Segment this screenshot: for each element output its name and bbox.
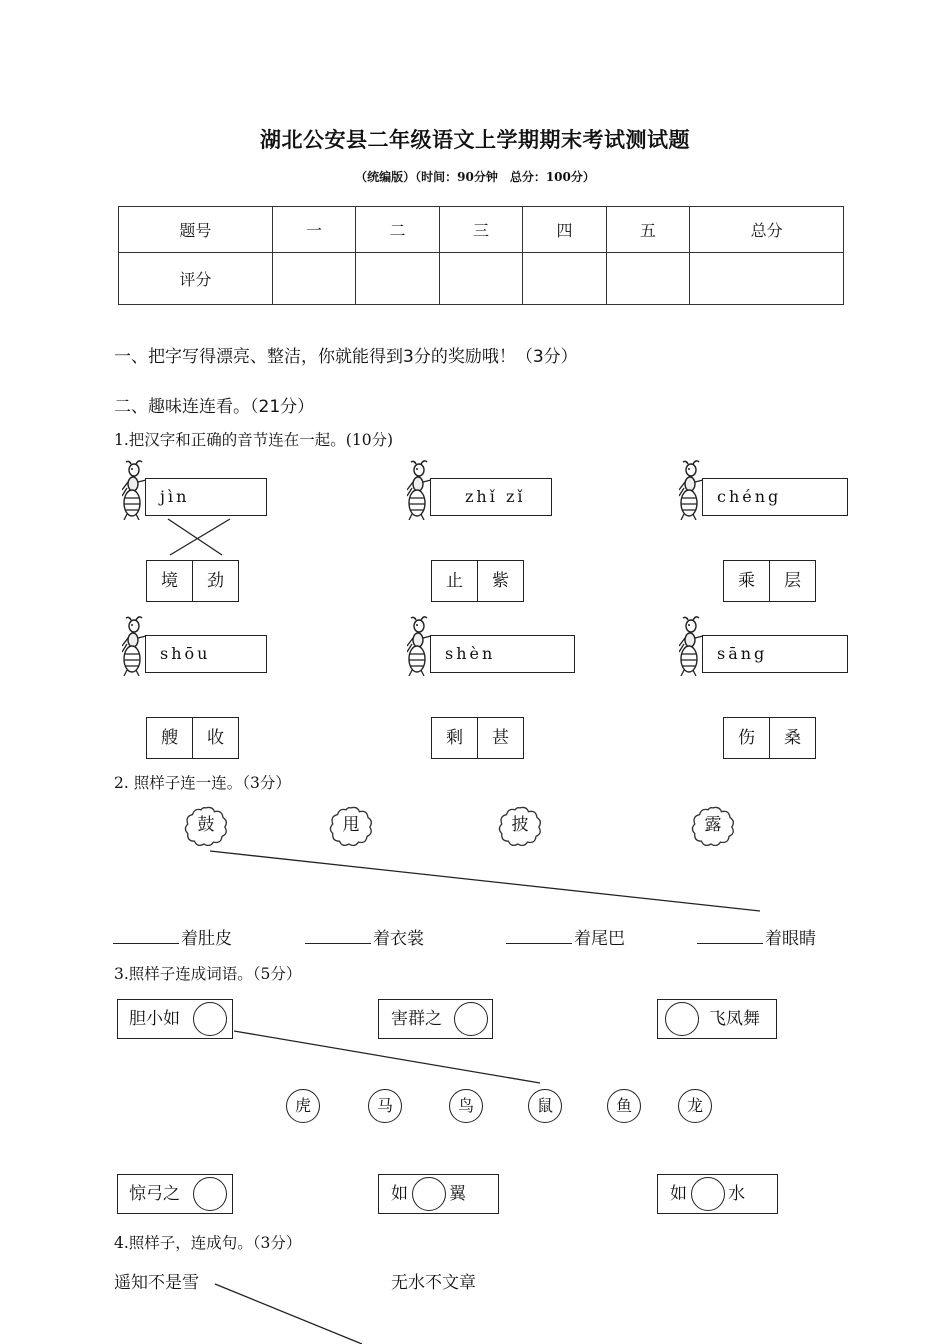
- score-table: [118, 206, 844, 305]
- character-option[interactable]: 剩: [432, 718, 478, 758]
- page-title: 湖北公安县二年级语文上学期期末考试测试题: [260, 128, 690, 152]
- animal-option[interactable]: 龙: [678, 1089, 712, 1123]
- score-header-cell: 五: [606, 207, 689, 253]
- question-2-text: 2. 照样子连一连。（3分）: [114, 774, 291, 792]
- character-option[interactable]: 层: [784, 571, 801, 591]
- answer-blank[interactable]: [506, 929, 572, 944]
- character-box: [723, 717, 816, 759]
- question-3-text: 3.照样子连成词语。（5分）: [114, 965, 302, 983]
- animal-option[interactable]: 鼠: [528, 1089, 562, 1123]
- verb-flower[interactable]: [690, 804, 736, 846]
- pinyin-box: zhǐ zǐ: [430, 478, 552, 516]
- answer-blank[interactable]: [697, 929, 763, 944]
- phrase-item: 着衣裳: [305, 924, 424, 949]
- answer-blank[interactable]: [305, 929, 371, 944]
- example-cross-lines: [160, 518, 240, 556]
- idiom-box: 胆小如: [117, 999, 233, 1039]
- character-option[interactable]: 乘: [724, 561, 770, 601]
- idiom-box: 如 水: [657, 1174, 778, 1214]
- character-box: [146, 717, 239, 759]
- score-cell: [606, 253, 689, 305]
- character-option[interactable]: 桑: [784, 728, 801, 748]
- answer-circle[interactable]: [665, 1002, 699, 1036]
- phrase-item: 着肚皮: [113, 924, 232, 949]
- animal-option[interactable]: 鸟: [449, 1089, 483, 1123]
- pinyin-box: sāng: [702, 635, 848, 673]
- idiom-box: 惊弓之: [117, 1174, 233, 1214]
- verb-char: 露: [704, 815, 722, 835]
- character-box: [431, 560, 524, 602]
- score-cell: [272, 253, 355, 305]
- sentence-left: 遥知不是雪: [114, 1273, 199, 1293]
- answer-circle[interactable]: [412, 1177, 446, 1211]
- phrase-item: 着眼睛: [697, 924, 816, 949]
- score-row-label: 评分: [119, 253, 273, 305]
- idiom-box: 害群之: [378, 999, 493, 1039]
- score-header-cell: 三: [439, 207, 522, 253]
- pinyin-box: shèn: [430, 635, 575, 673]
- character-option[interactable]: 伤: [724, 718, 770, 758]
- character-box: [723, 560, 816, 602]
- verb-char: 鼓: [197, 815, 215, 835]
- score-cell: [523, 253, 606, 305]
- section-1-heading: 一、把字写得漂亮、整洁，你就能得到3分的奖励哦！（3分）: [114, 347, 578, 367]
- verb-flower[interactable]: [328, 804, 374, 846]
- animal-option[interactable]: 马: [368, 1089, 402, 1123]
- score-header-cell: 四: [523, 207, 606, 253]
- verb-flower[interactable]: [497, 804, 543, 846]
- pinyin-box: chéng: [702, 478, 848, 516]
- animal-option[interactable]: 虎: [286, 1089, 320, 1123]
- character-box: [146, 560, 239, 602]
- page-subtitle: （统编版）（时间：90分钟 总分：100分）: [355, 170, 595, 184]
- character-option[interactable]: 收: [207, 728, 224, 748]
- verb-char: 披: [511, 815, 529, 835]
- question-4-text: 4.照样子，连成句。（3分）: [114, 1234, 302, 1252]
- score-header-cell: 题号: [119, 207, 273, 253]
- character-option[interactable]: 劲: [207, 571, 224, 591]
- pinyin-box: shōu: [145, 635, 267, 673]
- score-header-cell: 二: [356, 207, 439, 253]
- section-2-heading: 二、趣味连连看。（21分）: [114, 397, 315, 417]
- answer-circle[interactable]: [454, 1002, 488, 1036]
- answer-circle[interactable]: [193, 1002, 227, 1036]
- character-option[interactable]: 艘: [147, 718, 193, 758]
- character-option[interactable]: 境: [147, 561, 193, 601]
- character-option[interactable]: 止: [432, 561, 478, 601]
- score-cell: [690, 253, 844, 305]
- idiom-box: 飞凤舞: [657, 999, 777, 1039]
- idiom-box: 如 翼: [378, 1174, 499, 1214]
- answer-blank[interactable]: [113, 929, 179, 944]
- score-header-cell: 一: [272, 207, 355, 253]
- character-option[interactable]: 紫: [492, 571, 509, 591]
- character-box: [431, 717, 524, 759]
- verb-flower[interactable]: [183, 804, 229, 846]
- sentence-right: 无水不文章: [391, 1273, 476, 1293]
- pinyin-box: jìn: [145, 478, 267, 516]
- answer-circle[interactable]: [691, 1177, 725, 1211]
- phrase-item: 着尾巴: [506, 924, 625, 949]
- verb-char: 甩: [342, 815, 360, 835]
- character-option[interactable]: 甚: [492, 728, 509, 748]
- score-cell: [439, 253, 522, 305]
- animal-option[interactable]: 鱼: [607, 1089, 641, 1123]
- answer-circle[interactable]: [193, 1177, 227, 1211]
- score-header-cell: 总分: [690, 207, 844, 253]
- score-cell: [356, 253, 439, 305]
- question-1-text: 1.把汉字和正确的音节连在一起。(10分): [114, 431, 394, 449]
